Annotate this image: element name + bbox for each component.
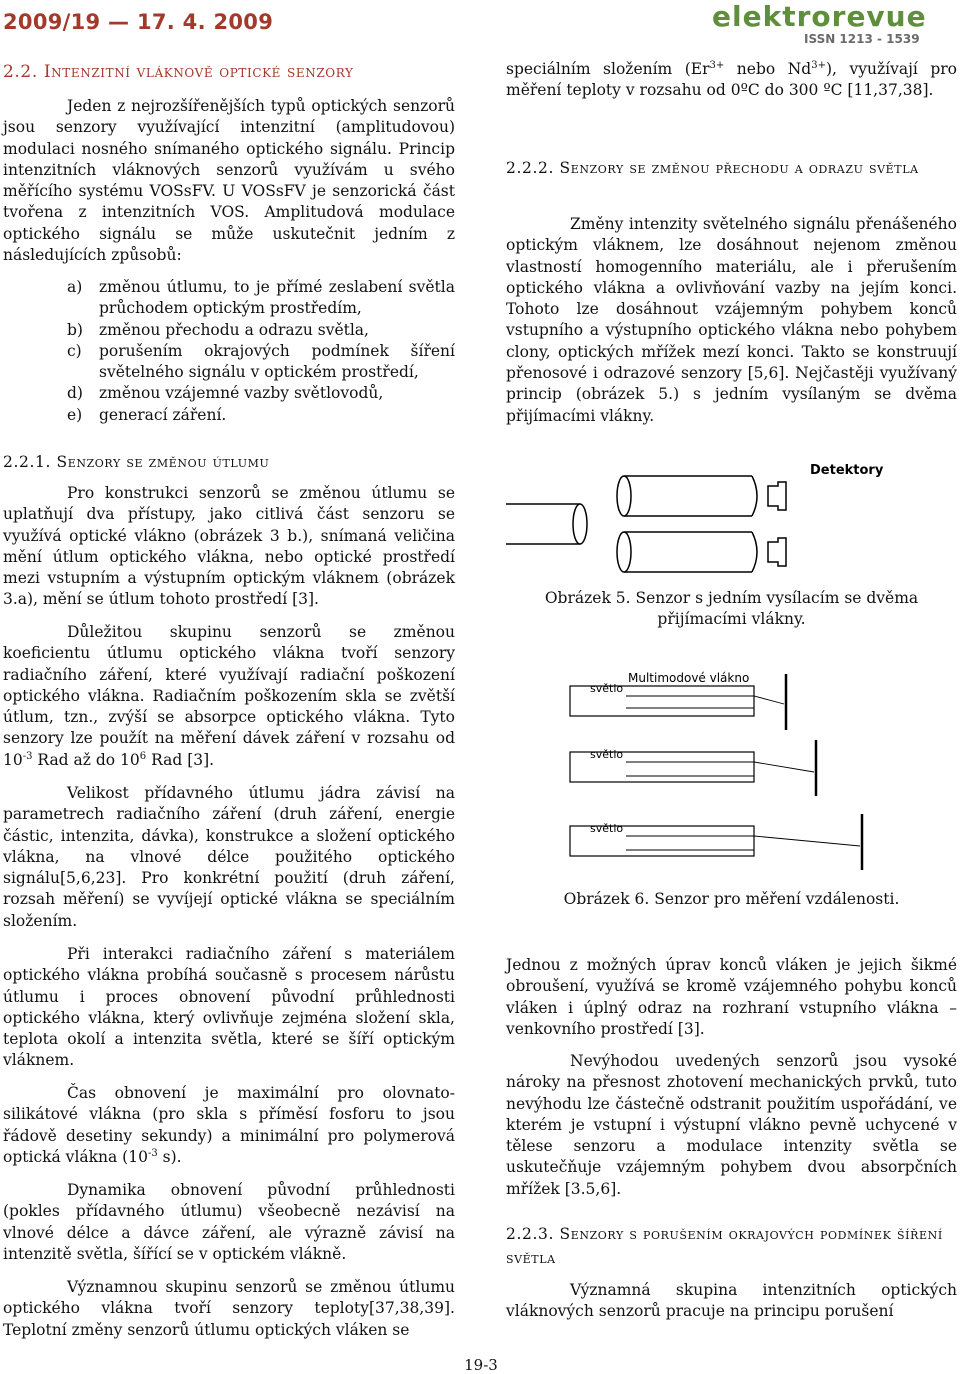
output-fiber-bottom	[624, 532, 752, 572]
issn-number: ISSN 1213 - 1539	[804, 32, 920, 46]
paragraph-fiber-ends: Jednou z možných úprav konců vláken je jejich šikmé obroušení, využívá se kromě vzájemného pohybu konců vláken i úplný odraz na rozhraní vstupního vlákna – venkovního prostředí [3].	[506, 956, 957, 1038]
paragraph-added-loss: Velikost přídavného útlumu jádra závisí na parametrech radiačního záření (druh záření, energie částic, intenzita, dávka), konstrukce a složení optického vlákna, na vlnové délce použitého optického signálu[5,6,23]. Pro konkrétní použití (druh záření, rozsah měření) se vyvíjejí optické vlákna se speciálním složením.	[3, 784, 455, 930]
detectors-label: Detektory	[810, 463, 884, 478]
figure-5-diagram	[506, 458, 957, 586]
list-marker: b)	[67, 320, 83, 339]
journal-logo	[708, 2, 948, 46]
input-fiber	[506, 504, 580, 544]
paragraph-disadvantage: Nevýhodou uvedených senzorů jsou vysoké nároky na přesnost zhotovení mechanických prvků, tuto nevýhodu lze částečně odstranit použitím uspořádání, ve kterém je vstupní i výstupní vlákno pevně uchycené v tělese senzoru a modulace intenzity světla se uskutečňuje vzájemným pohybem dvou absorpčních mřížek [3.5,6].	[506, 1052, 957, 1198]
output-fiber-top-end	[617, 476, 631, 516]
paragraph-temperature: Významnou skupinu senzorů se změnou útlumu optického vlákna tvoří senzory teploty[37,38,39]. Teplotní změny senzorů útlumu optických vláken se	[3, 1278, 455, 1339]
page-number: 19-3	[464, 1356, 498, 1374]
paragraph-radiation: Důležitou skupinu senzorů se změnou koeficientu útlumu optického vlákna tvoří senzory radiačního záření, které využívají radiační poškození optického vlákna. Radiačním poškozením skla se zvětší útlum, tzn., zvýší se absorpce optického vlákna. Tyto senzory lze použít na měření dávek záření v rozsahu od $10^{-3}$ Rad až do $10^6$ Rad [3].	[3, 623, 455, 769]
detector-top	[768, 482, 786, 510]
paragraph-interaction: Při interakci radiačního záření s materiálem optického vlákna probíhá současně s procesem nárůstu útlumu i proces obnovení původní průhlednosti optického vlákna, který ovlivňuje zejména složení skla, teplota okolí a intenzita světla, které se šíří optickým vláknem.	[3, 945, 455, 1070]
section-heading-2-2-3: 2.2.3. Senzory s porušením okrajových podmínek šíření světla	[506, 1225, 943, 1267]
list-marker: c)	[67, 341, 82, 360]
list-marker: d)	[67, 384, 83, 403]
light-label-3: světlo	[590, 822, 624, 835]
paragraph-transition: Změny intenzity světelného signálu přenášeného optickým vláknem, lze dosáhnout nejenom změnou vlastností homogenního materiálu, ale i přerušením optického vlákna a ovlivňování vazby na jejím konci. Tohoto lze dosáhnout vzájemným pohybem konců vstupního a výstupního optického vlákna nebo pohybem clony, optických mřížek mezí konci. Takto se konstruují přenosové i odrazové senzory [5,6]. Nejčastěji využívaný princip (obrázek 5.) s jedním vysílaným se dvěma přijímacími vlákny.	[506, 215, 957, 425]
list-item-text: změnou útlumu, to je přímé zeslabení světla průchodem optickým prostředím,	[99, 278, 455, 318]
multimode-fiber-label: Multimodové vlákno	[628, 671, 750, 685]
list-item-text: změnou vzájemné vazby světlovodů,	[99, 384, 384, 403]
list-marker: e)	[67, 405, 83, 424]
paragraph-boundary: Významná skupina intenzitních optických vláknových senzorů pracuje na principu porušení	[506, 1281, 957, 1321]
paragraph-recovery-time: Čas obnovení je maximální pro olovnato-silikátové vlákna (pro skla s příměsí fosforu to jsou řádově desetiny sekundy) a minimální pro polymerová optická vlákna ($10^{-3}$ s).	[3, 1084, 455, 1166]
modulation-methods-list	[3, 277, 455, 426]
figure-6-diagram	[506, 660, 957, 882]
list-item	[3, 341, 455, 384]
paragraph-attenuation: Pro konstrukci senzorů se změnou útlumu se uplatňují dva přístupy, jako citlivá část senzoru se využívá optické vlákno (obrázek 3 b.), snímaná veličina mění útlum optického vlákna, nebo optické prostředí mezi vstupním a výstupním optickým vláknem (obrázek 3.a), mění se útlum tohoto prostředí [3].	[3, 484, 455, 609]
list-item	[3, 320, 455, 341]
paragraph-composition: speciálním složením ($Er^{3+}$ nebo $Nd^{3+}$), využívají pro měření teploty v rozsahu od 0ºC do 300 ºC [11,37,38].	[506, 59, 958, 100]
list-item-text: porušením okrajových podmínek šíření světelného signálu v optickém prostředí,	[99, 341, 455, 382]
list-item	[3, 405, 455, 426]
list-item	[3, 277, 455, 320]
figure-5-caption: Obrázek 5. Senzor s jedním vysílacím se dvěma přijímacími vlákny.	[544, 589, 919, 628]
logo-wordmark: elektrorevue	[712, 0, 927, 33]
light-label-1: světlo	[590, 682, 624, 695]
list-item	[3, 383, 455, 404]
issue-date: 2009/19 — 17. 4. 2009	[3, 10, 274, 34]
output-fiber-top	[624, 476, 752, 516]
section-heading-2-2-1: 2.2.1. Senzory se změnou útlumu	[3, 453, 270, 471]
section-heading-2-2-2: 2.2.2. Senzory se změnou přechodu a odrazu světla	[506, 159, 919, 177]
light-label-2: světlo	[590, 748, 624, 761]
list-item-text: změnou přechodu a odrazu světla,	[99, 320, 369, 339]
detector-bottom	[768, 538, 786, 566]
section-heading-2-2: 2.2. Intenzitní vláknově optické senzory	[3, 62, 354, 82]
paragraph-intro: Jeden z nejrozšířenějších typů optických senzorů jsou senzory využívající intenzitní (amplitudovou) modulaci nosného snímaného optického signálu. Princip intenzitních vláknových senzorů využívám u svého měřícího systému VOSsFV. U VOSsFV je senzorická část tvořena z intenzitních VOS. Amplitudová modulace optického signálu se může uskutečnit jedním z následujících způsobů:	[3, 97, 455, 265]
list-marker: a)	[67, 278, 83, 296]
figure-6-caption: Obrázek 6. Senzor pro měření vzdálenosti.	[563, 890, 900, 908]
output-fiber-bottom-end	[617, 532, 631, 572]
paragraph-dynamics: Dynamika obnovení původní průhlednosti (pokles přídavného útlumu) všeobecně nezávisí na vlnové délce a dávce záření, ale výrazně závisí na intenzitě světla, šířící se v optickém vlákně.	[3, 1181, 455, 1263]
input-fiber-end	[573, 504, 587, 544]
list-item-text: generací záření.	[99, 405, 227, 424]
